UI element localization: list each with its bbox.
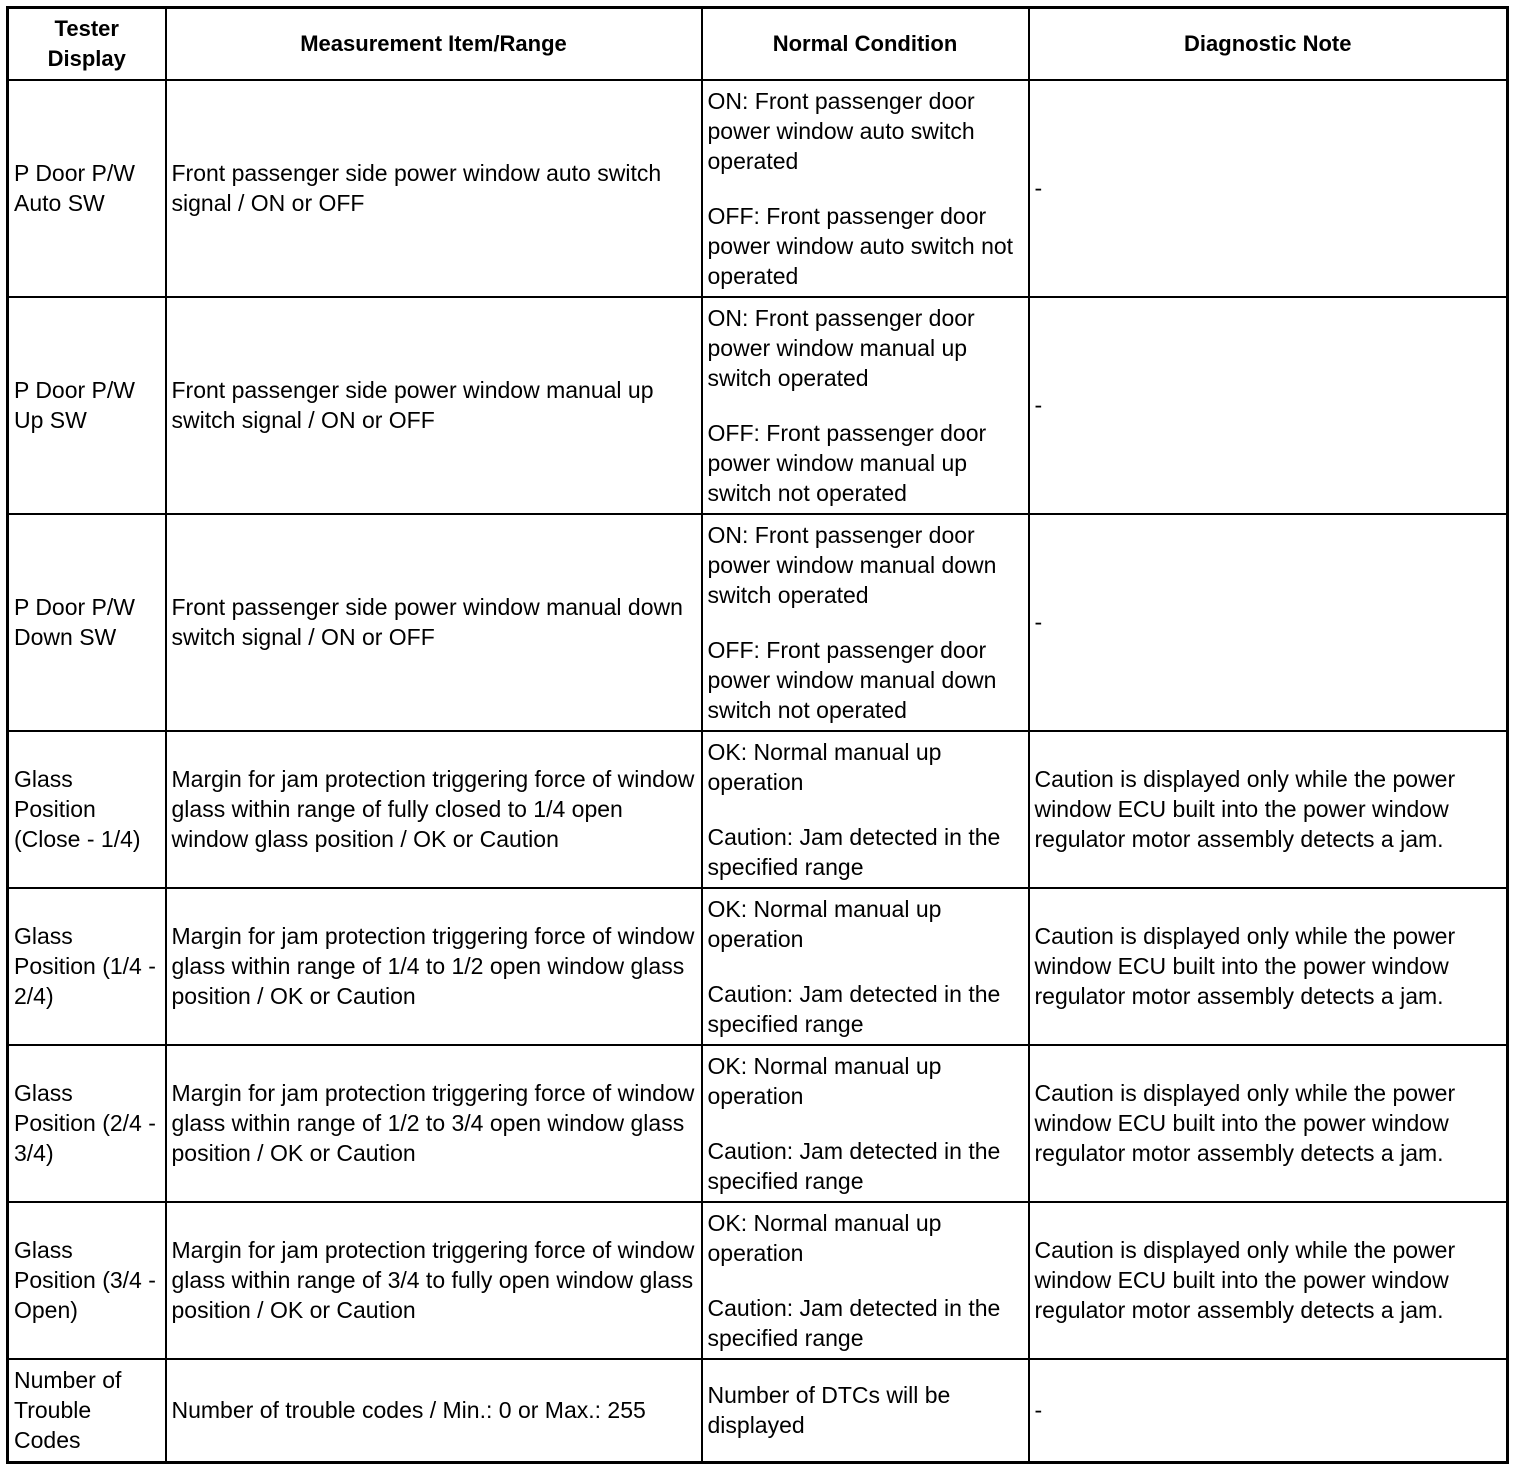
table-row <box>8 80 1508 297</box>
data-list-table <box>6 6 1509 1464</box>
table-row <box>8 731 1508 888</box>
cell-normal-condition <box>702 80 1029 297</box>
cell-tester-display: Glass Position (Close - 1/4) <box>8 731 166 888</box>
normal-condition-off: OFF: Front passenger door power window manual up switch not operated <box>707 419 987 506</box>
cell-measurement: Number of trouble codes / Min.: 0 or Max.: 255 <box>166 1359 702 1463</box>
normal-condition-on: ON: Front passenger door power window manual up switch operated <box>707 304 975 391</box>
cell-tester-display: P Door P/W Auto SW <box>8 80 166 297</box>
cell-measurement: Front passenger side power window manual down switch signal / ON or OFF <box>166 514 702 731</box>
cell-normal-condition <box>702 1202 1029 1359</box>
cell-measurement: Front passenger side power window auto switch signal / ON or OFF <box>166 80 702 297</box>
cell-measurement: Margin for jam protection triggering force of window glass within range of 1/2 to 3/4 open window glass position / OK or Caution <box>166 1045 702 1202</box>
normal-condition-caution: Caution: Jam detected in the specified range <box>707 980 1001 1037</box>
normal-condition-text: Number of DTCs will be displayed <box>707 1382 951 1439</box>
cell-measurement: Margin for jam protection triggering force of window glass within range of 3/4 to fully open window glass position / OK or Caution <box>166 1202 702 1359</box>
cell-normal-condition <box>702 731 1029 888</box>
cell-normal-condition <box>702 297 1029 514</box>
cell-normal-condition <box>702 1359 1029 1463</box>
normal-condition-ok: OK: Normal manual up operation <box>707 895 942 952</box>
normal-condition-caution: Caution: Jam detected in the specified range <box>707 1294 1001 1351</box>
cell-tester-display: P Door P/W Up SW <box>8 297 166 514</box>
normal-condition-off: OFF: Front passenger door power window auto switch not operated <box>707 202 1014 289</box>
cell-diagnostic-note: - <box>1029 514 1508 731</box>
normal-condition-on: ON: Front passenger door power window manual down switch operated <box>707 521 997 608</box>
normal-condition-on: ON: Front passenger door power window auto switch operated <box>707 87 975 174</box>
header-diagnostic-note: Diagnostic Note <box>1029 8 1508 80</box>
cell-tester-display: P Door P/W Down SW <box>8 514 166 731</box>
cell-measurement: Margin for jam protection triggering force of window glass within range of fully closed to 1/4 open window glass position / OK or Caution <box>166 731 702 888</box>
header-measurement: Measurement Item/Range <box>166 8 702 80</box>
table-row <box>8 1202 1508 1359</box>
cell-diagnostic-note: Caution is displayed only while the power window ECU built into the power window regulator motor assembly detects a jam. <box>1029 731 1508 888</box>
header-normal-condition: Normal Condition <box>702 8 1029 80</box>
table-row <box>8 1045 1508 1202</box>
cell-tester-display: Number of Trouble Codes <box>8 1359 166 1463</box>
normal-condition-caution: Caution: Jam detected in the specified range <box>707 823 1001 880</box>
normal-condition-off: OFF: Front passenger door power window manual down switch not operated <box>707 636 997 723</box>
table-row <box>8 888 1508 1045</box>
cell-tester-display: Glass Position (3/4 - Open) <box>8 1202 166 1359</box>
table-row <box>8 297 1508 514</box>
table-row <box>8 1359 1508 1463</box>
table-row <box>8 514 1508 731</box>
normal-condition-ok: OK: Normal manual up operation <box>707 1209 942 1266</box>
cell-normal-condition <box>702 1045 1029 1202</box>
cell-diagnostic-note: Caution is displayed only while the power window ECU built into the power window regulator motor assembly detects a jam. <box>1029 888 1508 1045</box>
cell-diagnostic-note: - <box>1029 1359 1508 1463</box>
cell-diagnostic-note: Caution is displayed only while the power window ECU built into the power window regulator motor assembly detects a jam. <box>1029 1202 1508 1359</box>
normal-condition-caution: Caution: Jam detected in the specified range <box>707 1137 1001 1194</box>
cell-tester-display: Glass Position (1/4 - 2/4) <box>8 888 166 1045</box>
cell-normal-condition <box>702 888 1029 1045</box>
header-row <box>8 8 1508 80</box>
cell-diagnostic-note: - <box>1029 80 1508 297</box>
normal-condition-ok: OK: Normal manual up operation <box>707 738 942 795</box>
cell-normal-condition <box>702 514 1029 731</box>
cell-tester-display: Glass Position (2/4 - 3/4) <box>8 1045 166 1202</box>
cell-measurement: Margin for jam protection triggering force of window glass within range of 1/4 to 1/2 open window glass position / OK or Caution <box>166 888 702 1045</box>
cell-measurement: Front passenger side power window manual up switch signal / ON or OFF <box>166 297 702 514</box>
cell-diagnostic-note: - <box>1029 297 1508 514</box>
normal-condition-ok: OK: Normal manual up operation <box>707 1052 942 1109</box>
header-tester-display: Tester Display <box>8 8 166 80</box>
cell-diagnostic-note: Caution is displayed only while the power window ECU built into the power window regulator motor assembly detects a jam. <box>1029 1045 1508 1202</box>
